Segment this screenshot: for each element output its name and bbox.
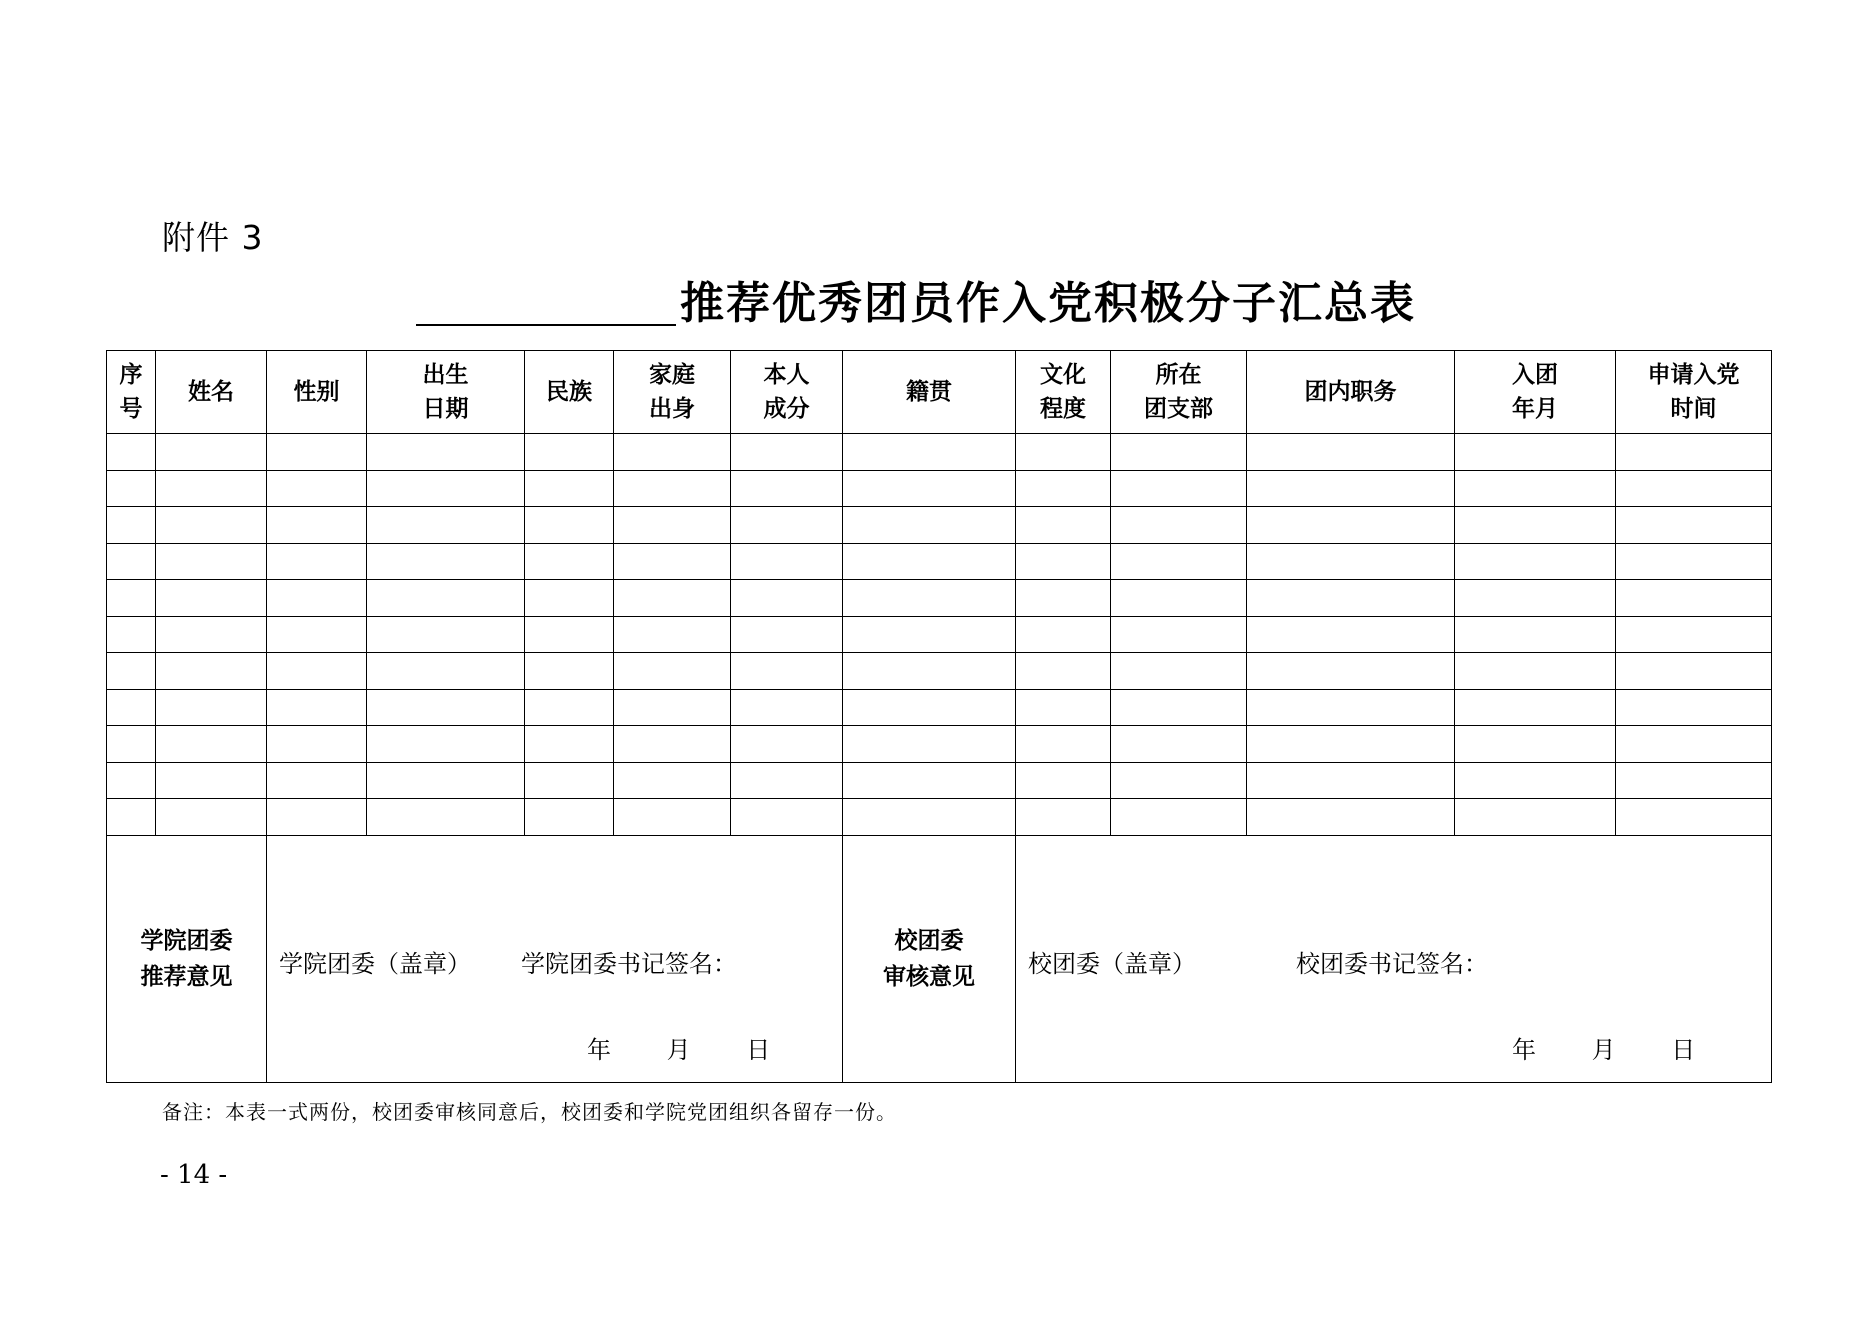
- table-cell[interactable]: [156, 726, 267, 763]
- table-cell[interactable]: [1616, 762, 1772, 799]
- table-cell[interactable]: [1247, 689, 1455, 726]
- header-cell-personal-status: 本人 成分: [731, 351, 843, 434]
- table-cell[interactable]: [1247, 653, 1455, 690]
- table-cell[interactable]: [267, 799, 367, 836]
- table-cell[interactable]: [107, 507, 156, 544]
- table-row: [107, 616, 1772, 653]
- table-cell[interactable]: [267, 507, 367, 544]
- form-title: 推荐优秀团员作入党积极分子汇总表: [680, 278, 1416, 329]
- table-cell[interactable]: [1247, 470, 1455, 507]
- table-cell[interactable]: [1247, 799, 1455, 836]
- table-row: [107, 434, 1772, 471]
- table-cell[interactable]: [731, 616, 843, 653]
- table-cell[interactable]: [367, 653, 525, 690]
- table-cell[interactable]: [614, 689, 731, 726]
- table-cell[interactable]: [1016, 689, 1111, 726]
- table-cell[interactable]: [1111, 507, 1247, 544]
- table-cell[interactable]: [1016, 726, 1111, 763]
- table-cell[interactable]: [267, 762, 367, 799]
- table-cell[interactable]: [525, 726, 614, 763]
- table-row: [107, 507, 1772, 544]
- table-cell[interactable]: [1111, 762, 1247, 799]
- table-cell[interactable]: [1016, 470, 1111, 507]
- table-cell[interactable]: [1455, 726, 1616, 763]
- table-cell[interactable]: [267, 580, 367, 617]
- table-cell[interactable]: [614, 616, 731, 653]
- table-cell[interactable]: [1616, 726, 1772, 763]
- table-cell[interactable]: [1247, 762, 1455, 799]
- table-cell[interactable]: [156, 507, 267, 544]
- table-cell[interactable]: [614, 434, 731, 471]
- table-cell[interactable]: [731, 470, 843, 507]
- table-cell[interactable]: [107, 726, 156, 763]
- table-cell[interactable]: [156, 580, 267, 617]
- table-cell[interactable]: [1616, 653, 1772, 690]
- table-cell[interactable]: [156, 434, 267, 471]
- table-cell[interactable]: [843, 616, 1016, 653]
- table-cell[interactable]: [267, 726, 367, 763]
- table-cell[interactable]: [1616, 434, 1772, 471]
- header-cell-branch: 所在 团支部: [1111, 351, 1247, 434]
- table-cell[interactable]: [367, 543, 525, 580]
- table-cell[interactable]: [1455, 543, 1616, 580]
- school-year-label: 年: [1512, 1035, 1536, 1064]
- college-signature-label: 学院团委书记签名：: [521, 949, 737, 978]
- table-cell[interactable]: [614, 507, 731, 544]
- table-body: [107, 434, 1772, 836]
- table-cell[interactable]: [614, 726, 731, 763]
- table-cell[interactable]: [1616, 470, 1772, 507]
- college-opinion-field[interactable]: [267, 835, 843, 1082]
- table-cell[interactable]: [525, 653, 614, 690]
- table-cell[interactable]: [1111, 726, 1247, 763]
- table-cell[interactable]: [267, 616, 367, 653]
- table-row: [107, 689, 1772, 726]
- college-stamp-label: 学院团委（盖章）: [279, 949, 471, 978]
- table-cell[interactable]: [1016, 653, 1111, 690]
- table-cell[interactable]: [614, 470, 731, 507]
- table-cell[interactable]: [1016, 762, 1111, 799]
- table-cell[interactable]: [267, 434, 367, 471]
- unit-name-blank[interactable]: [416, 324, 676, 326]
- table-cell[interactable]: [367, 689, 525, 726]
- school-stamp-label: 校团委（盖章）: [1028, 949, 1196, 978]
- table-cell[interactable]: [156, 653, 267, 690]
- table-cell[interactable]: [614, 799, 731, 836]
- table-cell[interactable]: [1247, 507, 1455, 544]
- table-cell[interactable]: [731, 434, 843, 471]
- table-cell[interactable]: [107, 616, 156, 653]
- attachment-label: 附件 3: [162, 218, 264, 257]
- college-month-label: 月: [666, 1035, 691, 1064]
- summary-table: [106, 350, 1772, 1083]
- table-cell[interactable]: [731, 689, 843, 726]
- college-day-label: 日: [746, 1035, 771, 1064]
- table-cell[interactable]: [367, 799, 525, 836]
- table-row: [107, 726, 1772, 763]
- table-cell[interactable]: [107, 543, 156, 580]
- college-opinion-label: 学院团委 推荐意见: [107, 835, 267, 1082]
- opinion-row: [107, 835, 1772, 1082]
- table-cell[interactable]: [614, 580, 731, 617]
- header-cell-gender: 性别: [267, 351, 367, 434]
- table-cell[interactable]: [267, 653, 367, 690]
- table-cell[interactable]: [1455, 616, 1616, 653]
- table-cell[interactable]: [156, 762, 267, 799]
- table-cell[interactable]: [1111, 689, 1247, 726]
- table-cell[interactable]: [731, 507, 843, 544]
- table-cell[interactable]: [107, 470, 156, 507]
- table-cell[interactable]: [156, 543, 267, 580]
- table-cell[interactable]: [1247, 434, 1455, 471]
- header-cell-native-place: 籍贯: [843, 351, 1016, 434]
- table-cell[interactable]: [267, 543, 367, 580]
- table-cell[interactable]: [731, 726, 843, 763]
- table-cell[interactable]: [267, 689, 367, 726]
- table-cell[interactable]: [525, 762, 614, 799]
- table-cell[interactable]: [843, 799, 1016, 836]
- table-cell[interactable]: [614, 653, 731, 690]
- table-cell[interactable]: [367, 507, 525, 544]
- table-cell[interactable]: [843, 470, 1016, 507]
- table-cell[interactable]: [843, 580, 1016, 617]
- table-cell[interactable]: [1247, 580, 1455, 617]
- table-cell[interactable]: [843, 726, 1016, 763]
- header-cell-ethnicity: 民族: [525, 351, 614, 434]
- table-cell[interactable]: [107, 434, 156, 471]
- table-cell[interactable]: [1016, 507, 1111, 544]
- header-cell-seq: 序 号: [107, 351, 156, 434]
- table-cell[interactable]: [1016, 799, 1111, 836]
- table-cell[interactable]: [1616, 616, 1772, 653]
- table-cell[interactable]: [614, 762, 731, 799]
- table-cell[interactable]: [1455, 580, 1616, 617]
- table-cell[interactable]: [156, 799, 267, 836]
- table-cell[interactable]: [156, 689, 267, 726]
- school-month-label: 月: [1591, 1035, 1616, 1064]
- table-cell[interactable]: [843, 543, 1016, 580]
- school-date-line: [1512, 1030, 1695, 1065]
- table-row: [107, 580, 1772, 617]
- table-cell[interactable]: [731, 762, 843, 799]
- table-cell[interactable]: [843, 689, 1016, 726]
- table-cell[interactable]: [156, 616, 267, 653]
- table-cell[interactable]: [107, 799, 156, 836]
- table-cell[interactable]: [267, 470, 367, 507]
- school-signature-label: 校团委书记签名：: [1296, 949, 1488, 978]
- table-cell[interactable]: [731, 580, 843, 617]
- header-cell-education: 文化 程度: [1016, 351, 1111, 434]
- college-date-line: [587, 1030, 770, 1065]
- header-cell-join-date: 入团 年月: [1455, 351, 1616, 434]
- table-cell[interactable]: [525, 507, 614, 544]
- table-cell[interactable]: [1616, 689, 1772, 726]
- table-cell[interactable]: [1616, 799, 1772, 836]
- header-cell-name: 姓名: [156, 351, 267, 434]
- table-cell[interactable]: [1111, 653, 1247, 690]
- table-cell[interactable]: [1016, 543, 1111, 580]
- header-cell-family-origin: 家庭 出身: [614, 351, 731, 434]
- table-row: [107, 762, 1772, 799]
- table-cell[interactable]: [525, 470, 614, 507]
- header-cell-apply-date: 申请入党 时间: [1616, 351, 1772, 434]
- table-row: [107, 653, 1772, 690]
- title-area: [416, 276, 1466, 332]
- table-cell[interactable]: [1247, 726, 1455, 763]
- table-cell[interactable]: [525, 616, 614, 653]
- table-row: [107, 543, 1772, 580]
- table-cell[interactable]: [1616, 580, 1772, 617]
- table-cell[interactable]: [367, 726, 525, 763]
- school-opinion-label: 校团委 审核意见: [843, 835, 1016, 1082]
- table-cell[interactable]: [525, 434, 614, 471]
- table-row: [107, 799, 1772, 836]
- table-cell[interactable]: [1016, 616, 1111, 653]
- table-cell[interactable]: [1455, 689, 1616, 726]
- table-cell[interactable]: [1111, 470, 1247, 507]
- table-cell[interactable]: [1455, 762, 1616, 799]
- table-cell[interactable]: [1455, 507, 1616, 544]
- table-cell[interactable]: [107, 762, 156, 799]
- table-cell[interactable]: [1247, 616, 1455, 653]
- table-cell[interactable]: [525, 580, 614, 617]
- table-cell[interactable]: [1455, 799, 1616, 836]
- table-cell[interactable]: [1616, 507, 1772, 544]
- header-cell-league-position: 团内职务: [1247, 351, 1455, 434]
- table-cell[interactable]: [525, 543, 614, 580]
- table-cell[interactable]: [367, 580, 525, 617]
- table-cell[interactable]: [1016, 580, 1111, 617]
- table-cell[interactable]: [1016, 434, 1111, 471]
- table-cell[interactable]: [731, 543, 843, 580]
- table-cell[interactable]: [1616, 543, 1772, 580]
- table-cell[interactable]: [367, 616, 525, 653]
- table-cell[interactable]: [107, 689, 156, 726]
- table-cell[interactable]: [1111, 616, 1247, 653]
- school-day-label: 日: [1671, 1035, 1696, 1064]
- table-cell[interactable]: [156, 470, 267, 507]
- table-cell[interactable]: [614, 543, 731, 580]
- table-cell[interactable]: [1111, 580, 1247, 617]
- table-cell[interactable]: [525, 799, 614, 836]
- table-cell[interactable]: [843, 507, 1016, 544]
- table-cell[interactable]: [367, 762, 525, 799]
- table-cell[interactable]: [107, 580, 156, 617]
- table-cell[interactable]: [843, 653, 1016, 690]
- table-cell[interactable]: [1455, 434, 1616, 471]
- footnote: 备注：本表一式两份，校团委审核同意后，校团委和学院党团组织各留存一份。: [162, 1100, 897, 1124]
- page-number: - 14 -: [160, 1160, 228, 1190]
- table-cell[interactable]: [1455, 470, 1616, 507]
- table-cell[interactable]: [731, 799, 843, 836]
- header-cell-birthdate: 出生 日期: [367, 351, 525, 434]
- table-row: [107, 470, 1772, 507]
- table-cell[interactable]: [1455, 653, 1616, 690]
- table-cell[interactable]: [843, 762, 1016, 799]
- school-opinion-field[interactable]: [1016, 835, 1772, 1082]
- table-cell[interactable]: [1111, 434, 1247, 471]
- college-year-label: 年: [587, 1035, 611, 1064]
- table-cell[interactable]: [107, 653, 156, 690]
- table-cell[interactable]: [731, 653, 843, 690]
- table-header-row: [107, 351, 1772, 434]
- table-cell[interactable]: [367, 434, 525, 471]
- table-cell[interactable]: [367, 470, 525, 507]
- table-cell[interactable]: [1247, 543, 1455, 580]
- table-cell[interactable]: [1111, 799, 1247, 836]
- table-cell[interactable]: [525, 689, 614, 726]
- table-cell[interactable]: [843, 434, 1016, 471]
- table-cell[interactable]: [1111, 543, 1247, 580]
